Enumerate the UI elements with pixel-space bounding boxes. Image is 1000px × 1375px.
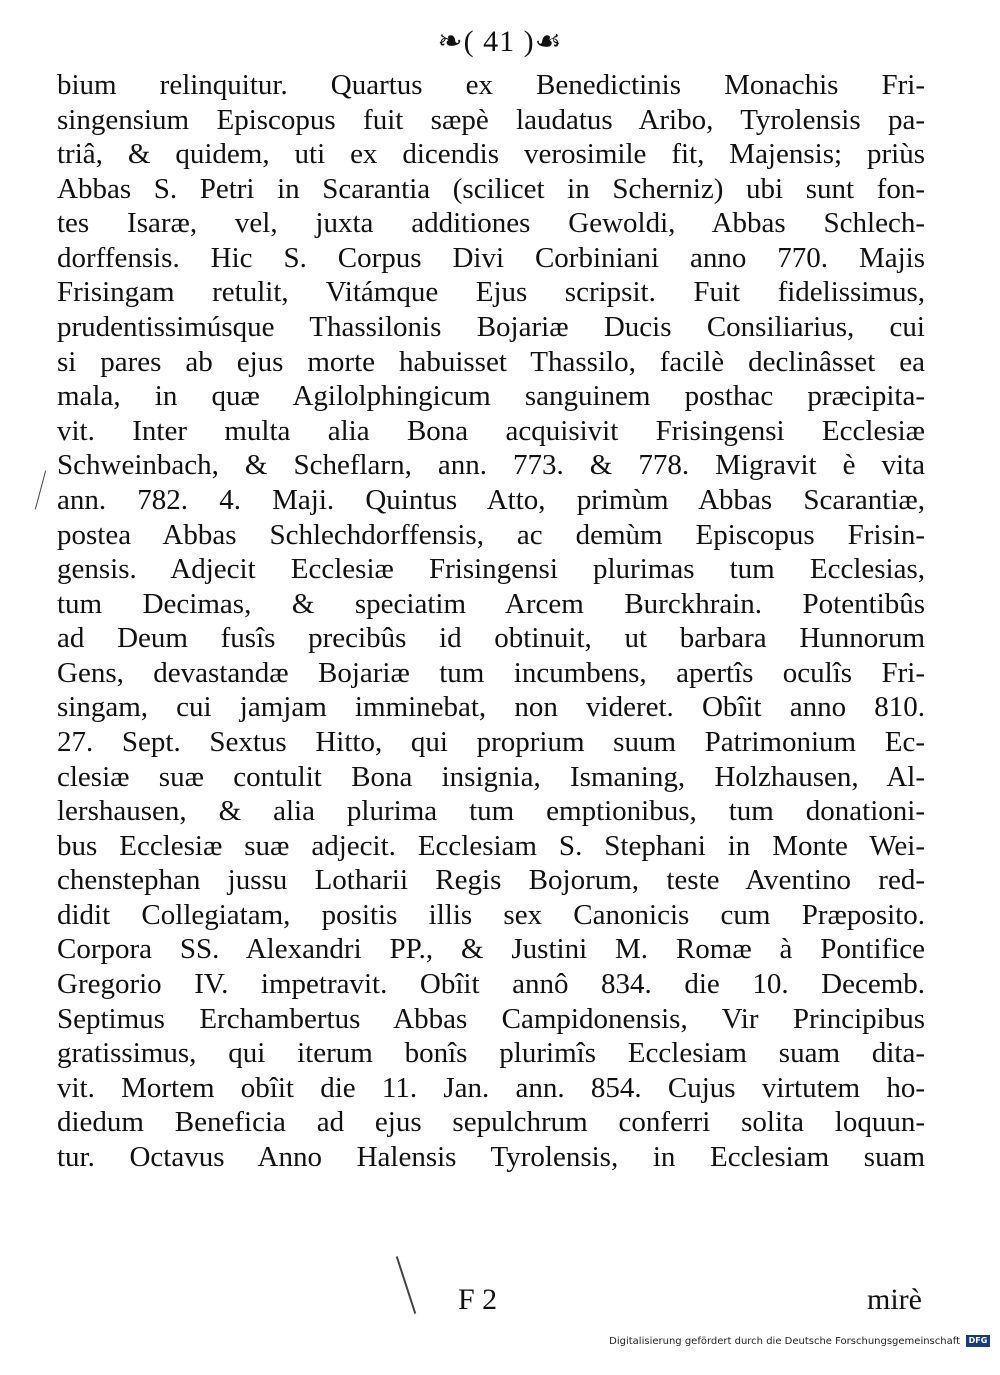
text-line: didit Collegiatam, positis illis sex Canonicis cum Præposito. xyxy=(57,898,925,931)
text-line: si pares ab ejus morte habuisset Thassilo, facilè declinâsset ea xyxy=(57,345,925,378)
text-line: gratissimus, qui iterum bonîs plurimîs Ecclesiam suam dita- xyxy=(57,1037,925,1070)
text-block xyxy=(57,68,925,1175)
text-line: bus Ecclesiæ suæ adjecit. Ecclesiam S. Stephani in Monte Wei- xyxy=(57,829,925,862)
text-line: Corpora SS. Alexandri PP., & Justini M. Romæ à Pontifice xyxy=(57,933,925,966)
text-line: vit. Mortem obîit die 11. Jan. ann. 854. Cujus virtutem ho- xyxy=(57,1071,925,1104)
scan-mark xyxy=(396,1256,416,1314)
text-line: singam, cui jamjam imminebat, non videret. Obîit anno 810. xyxy=(57,691,925,724)
text-line: tes Isaræ, vel, juxta additiones Gewoldi, Abbas Schlech- xyxy=(57,207,925,240)
text-line: Gens, devastandæ Bojariæ tum incumbens, apertîs oculîs Fri- xyxy=(57,656,925,689)
dfg-logo-icon: DFG xyxy=(966,1335,990,1347)
text-line: lershausen, & alia plurima tum emptionibus, tum donationi- xyxy=(57,795,925,828)
text-line: postea Abbas Schlechdorffensis, ac demùm Episcopus Frisin- xyxy=(57,518,925,551)
signature-mark: F 2 xyxy=(458,1283,498,1316)
text-line: diedum Beneficia ad ejus sepulchrum conferri solita loquun- xyxy=(57,1106,925,1139)
text-line: triâ, & quidem, uti ex dicendis verosimile fit, Majensis; priùs xyxy=(57,138,925,171)
text-line: gensis. Adjecit Ecclesiæ Frisingensi plurimas tum Ecclesias, xyxy=(57,553,925,586)
text-line: mala, in quæ Agilolphingicum sanguinem posthac præcipita- xyxy=(57,380,925,413)
text-line: vit. Inter multa alia Bona acquisivit Frisingensi Ecclesiæ xyxy=(57,414,925,447)
footer-credit: Digitalisierung gefördert durch die Deutsche Forschungsgemeinschaft xyxy=(609,1336,960,1347)
text-line: ad Deum fusîs precibûs id obtinuit, ut barbara Hunnorum xyxy=(57,622,925,655)
text-line: Frisingam retulit, Vitámque Ejus scripsit. Fuit fidelissimus, xyxy=(57,276,925,309)
text-line: bium relinquitur. Quartus ex Benedictinis Monachis Fri- xyxy=(57,69,925,101)
text-line: tur. Octavus Anno Halensis Tyrolensis, in Ecclesiam suam xyxy=(57,1140,925,1173)
text-line: tum Decimas, & speciatim Arcem Burckhrain. Potentibûs xyxy=(57,587,925,620)
text-line: chenstephan jussu Lotharii Regis Bojorum, teste Aventino red- xyxy=(57,864,925,897)
text-line: dorffensis. Hic S. Corpus Divi Corbiniani anno 770. Majis xyxy=(57,241,925,274)
text-line: singensium Episcopus fuit sæpè laudatus Aribo, Tyrolensis pa- xyxy=(57,103,925,136)
scan-mark xyxy=(35,471,46,510)
text-line: Abbas S. Petri in Scarantia (scilicet in Scherniz) ubi sunt fon- xyxy=(57,172,925,205)
text-line: Septimus Erchambertus Abbas Campidonensis, Vir Principibus xyxy=(57,1002,925,1035)
page-header: ❧( 41 )☙ xyxy=(437,25,563,58)
text-line: ann. 782. 4. Maji. Quintus Atto, primùm Abbas Scarantiæ, xyxy=(57,483,925,516)
text-line: Gregorio IV. impetravit. Obîit annô 834. die 10. Decemb. xyxy=(57,968,925,1001)
text-line: clesiæ suæ contulit Bona insignia, Ismaning, Holzhausen, Al- xyxy=(57,760,925,793)
text-line: Schweinbach, & Scheflarn, ann. 773. & 778. Migravit è vita xyxy=(57,449,925,482)
text-line: 27. Sept. Sextus Hitto, qui proprium suum Patrimonium Ec- xyxy=(57,725,925,758)
text-line: prudentissimúsque Thassilonis Bojariæ Ducis Consiliarius, cui xyxy=(57,311,925,344)
catchword: mirè xyxy=(867,1283,922,1316)
